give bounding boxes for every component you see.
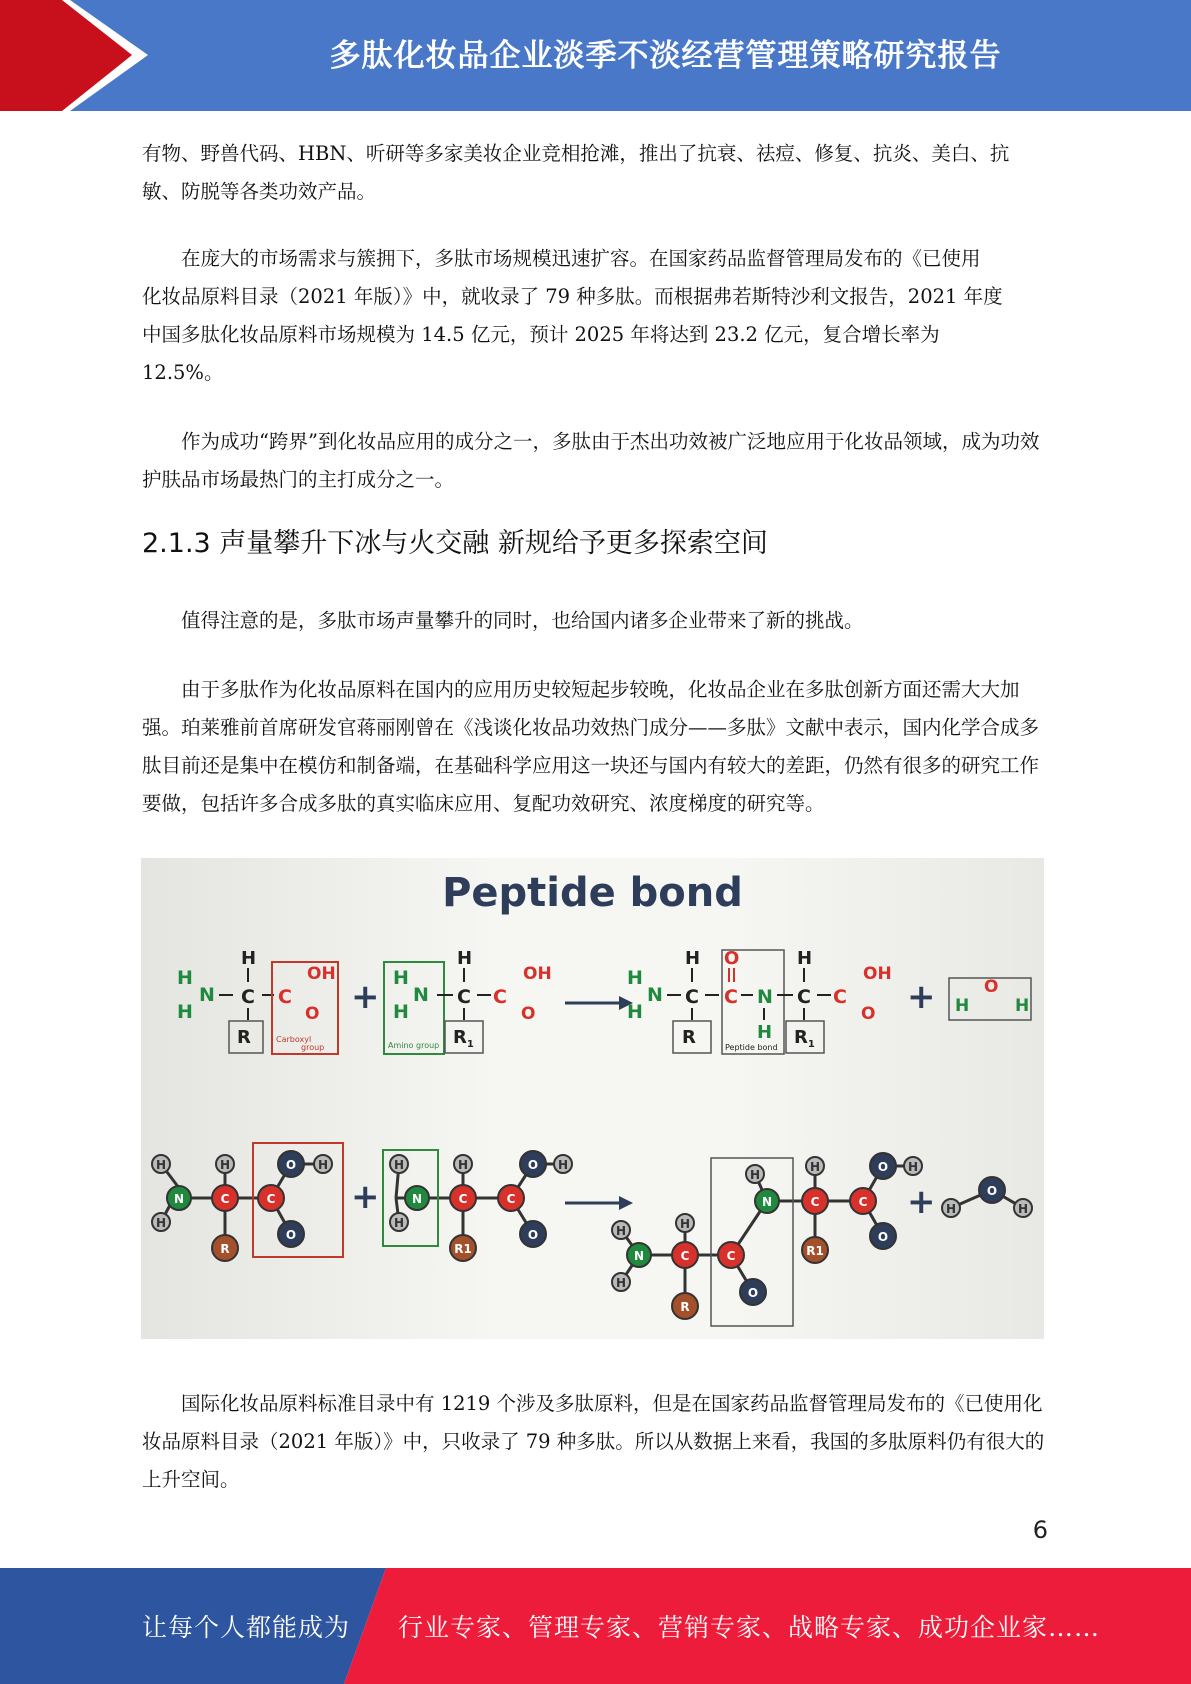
- svg-text:C: C: [458, 1192, 468, 1206]
- footer-slogan-right: 行业专家、管理专家、营销专家、战略专家、成功企业家……: [398, 1613, 1101, 1642]
- svg-text:R1: R1: [454, 1242, 472, 1256]
- svg-text:R: R: [220, 1242, 230, 1256]
- svg-text:O: O: [984, 977, 999, 997]
- svg-text:H: H: [155, 1158, 167, 1172]
- svg-text:O: O: [986, 1184, 998, 1198]
- svg-text:O: O: [747, 1286, 759, 1300]
- svg-text:O: O: [527, 1158, 539, 1172]
- svg-text:group: group: [301, 1043, 325, 1052]
- svg-text:O: O: [527, 1228, 539, 1242]
- svg-text:O: O: [305, 1004, 320, 1024]
- svg-text:H: H: [945, 1202, 957, 1216]
- svg-text:C: C: [220, 1192, 230, 1206]
- svg-text:R: R: [680, 1300, 690, 1314]
- svg-text:N: N: [633, 1249, 645, 1263]
- svg-text:C: C: [724, 986, 738, 1008]
- svg-text:N: N: [647, 984, 663, 1006]
- paragraph-challenge: [142, 602, 1045, 640]
- svg-text:OH: OH: [863, 964, 892, 984]
- svg-text:N: N: [757, 986, 773, 1008]
- svg-text:H: H: [627, 1001, 643, 1023]
- svg-text:C: C: [858, 1195, 868, 1209]
- svg-text:O: O: [521, 1004, 536, 1024]
- svg-text:O: O: [285, 1228, 297, 1242]
- svg-text:C: C: [493, 986, 507, 1008]
- dipeptide-formula: [627, 948, 892, 1054]
- peptide-bond-figure: [141, 858, 1044, 1339]
- svg-text:C: C: [241, 986, 255, 1008]
- peptide-bond-diagram: [141, 858, 1044, 1339]
- paragraph-line: 在庞大的市场需求与簇拥下，多肽市场规模迅速扩容。在国家药品监督管理局发布的《已使用: [181, 247, 981, 270]
- svg-text:C: C: [457, 986, 471, 1008]
- paragraph-line: 化妆品原料目录（2021 年版）》中，就收录了 79 种多肽。而根据弗若斯特沙利文报告，2021 年度: [142, 285, 1003, 308]
- svg-text:H: H: [393, 1001, 409, 1023]
- svg-text:C: C: [680, 1249, 690, 1263]
- page-number: 6: [1032, 1516, 1048, 1544]
- paragraph-line: 12.5%。: [142, 361, 224, 384]
- svg-text:OH: OH: [523, 964, 552, 984]
- svg-text:H: H: [907, 1160, 919, 1174]
- svg-text:C: C: [278, 986, 292, 1008]
- svg-text:O: O: [861, 1004, 876, 1024]
- footer-slogan-left: 让每个人都能成为: [142, 1613, 351, 1642]
- svg-text:Carboxyl: Carboxyl: [276, 1035, 312, 1044]
- svg-text:N: N: [199, 984, 215, 1006]
- paragraph-text: 由于多肽作为化妆品原料在国内的应用历史较短起步较晚，化妆品企业在多肽创新方面还需大大加强。珀莱雅前首席研发官蒋丽刚曾在《浅谈化妆品功效热门成分——多肽》文献中表示，国内化学合成多肽目前还是集中在模仿和制备端，在基础科学应用这一块还与国内有较大的差距，仍然有很多的研究工作要做，包括许多合成多肽的真实临床应用、复配功效研究、浓度梯度的研究等。: [142, 678, 1040, 815]
- svg-text:H: H: [177, 1001, 193, 1023]
- svg-text:H: H: [955, 996, 970, 1016]
- svg-text:N: N: [761, 1195, 773, 1209]
- page-header: [0, 0, 1191, 111]
- svg-text:R: R: [237, 1027, 251, 1048]
- svg-text:H: H: [797, 948, 813, 969]
- svg-text:R1: R1: [806, 1244, 824, 1258]
- paragraph-research: [142, 671, 1045, 823]
- svg-text:H: H: [1015, 996, 1030, 1016]
- svg-text:H: H: [457, 948, 473, 969]
- svg-text:H: H: [557, 1158, 569, 1172]
- paragraph-text: 国际化妆品原料标准目录中有 1219 个涉及多肽原料，但是在国家药品监督管理局发布的《已使用化妆品原料目录（2021 年版）》中，只收录了 79 种多肽。所以从数据上来看，我国的多肽原料仍有很大的上升空间。: [142, 1392, 1045, 1491]
- paragraph-line: 中国多肽化妆品原料市场规模为 14.5 亿元，预计 2025 年将达到 23.2 亿元，复合增长率为: [142, 323, 940, 346]
- svg-text:C: C: [797, 986, 811, 1008]
- paragraph-crossover: [142, 423, 1045, 499]
- svg-text:H: H: [177, 967, 193, 989]
- plus-sign: +: [351, 1177, 380, 1217]
- svg-text:C: C: [833, 986, 847, 1008]
- water-formula: [949, 977, 1031, 1020]
- svg-text:C: C: [810, 1195, 820, 1209]
- svg-text:H: H: [1017, 1202, 1029, 1216]
- svg-text:H: H: [219, 1158, 231, 1172]
- svg-text:C: C: [726, 1249, 736, 1263]
- figure-title: Peptide bond: [442, 870, 743, 916]
- svg-text:Amino group: Amino group: [388, 1041, 440, 1050]
- section-heading: 2.1.3 声量攀升下冰与火交融 新规给予更多探索空间: [142, 528, 768, 559]
- amino-acid-2-formula: [384, 948, 552, 1054]
- svg-text:C: C: [685, 986, 699, 1008]
- svg-text:H: H: [393, 1158, 405, 1172]
- plus-sign: +: [907, 977, 936, 1017]
- svg-text:R: R: [682, 1027, 696, 1048]
- svg-text:H: H: [809, 1160, 821, 1174]
- svg-text:H: H: [627, 967, 643, 989]
- svg-text:H: H: [749, 1168, 761, 1182]
- svg-text:O: O: [285, 1158, 297, 1172]
- svg-text:H: H: [615, 1276, 627, 1290]
- svg-text:H: H: [393, 967, 409, 989]
- svg-text:Peptide bond: Peptide bond: [725, 1043, 778, 1052]
- svg-text:H: H: [317, 1158, 329, 1172]
- svg-text:N: N: [413, 984, 429, 1006]
- paragraph-text: 值得注意的是，多肽市场声量攀升的同时，也给国内诸多企业带来了新的挑战。: [181, 609, 864, 632]
- header-chevron-icon: [0, 0, 160, 111]
- svg-text:O: O: [877, 1230, 889, 1244]
- amino-acid-1-formula: [177, 948, 338, 1054]
- svg-text:N: N: [173, 1192, 185, 1206]
- paragraph-market-size: [142, 240, 1045, 392]
- svg-text:C: C: [506, 1192, 516, 1206]
- svg-text:C: C: [266, 1192, 276, 1206]
- svg-text:O: O: [877, 1160, 889, 1174]
- header-title: 多肽化妆品企业淡季不淡经营管理策略研究报告: [329, 37, 1002, 74]
- svg-text:N: N: [411, 1192, 423, 1206]
- plus-sign: +: [351, 977, 380, 1017]
- paragraph-intro: [142, 135, 1045, 211]
- svg-text:H: H: [679, 1217, 691, 1231]
- plus-sign: +: [907, 1182, 936, 1222]
- paragraph-text: 作为成功“跨界”到化妆品应用的成分之一，多肽由于杰出功效被广泛地应用于化妆品领域，成为功效护肤品市场最热门的主打成分之一。: [142, 430, 1040, 491]
- paragraph-text: 有物、野兽代码、HBN、听研等多家美妆企业竞相抢滩，推出了抗衰、祛痘、修复、抗炎、美白、抗敏、防脱等各类功效产品。: [142, 142, 1010, 203]
- page-footer: [0, 1568, 1191, 1684]
- paragraph-standards: [142, 1385, 1045, 1499]
- svg-text:OH: OH: [307, 964, 336, 984]
- svg-text:H: H: [685, 948, 701, 969]
- svg-text:R1: $R_1$: [453, 1027, 474, 1050]
- svg-text:H: H: [615, 1224, 627, 1238]
- svg-text:O: O: [724, 948, 740, 969]
- svg-text:R1: $R_1$: [794, 1027, 815, 1050]
- svg-text:H: H: [757, 1022, 773, 1043]
- svg-text:H: H: [393, 1216, 405, 1230]
- svg-text:H: H: [241, 948, 257, 969]
- svg-text:H: H: [155, 1216, 167, 1230]
- svg-text:H: H: [457, 1158, 469, 1172]
